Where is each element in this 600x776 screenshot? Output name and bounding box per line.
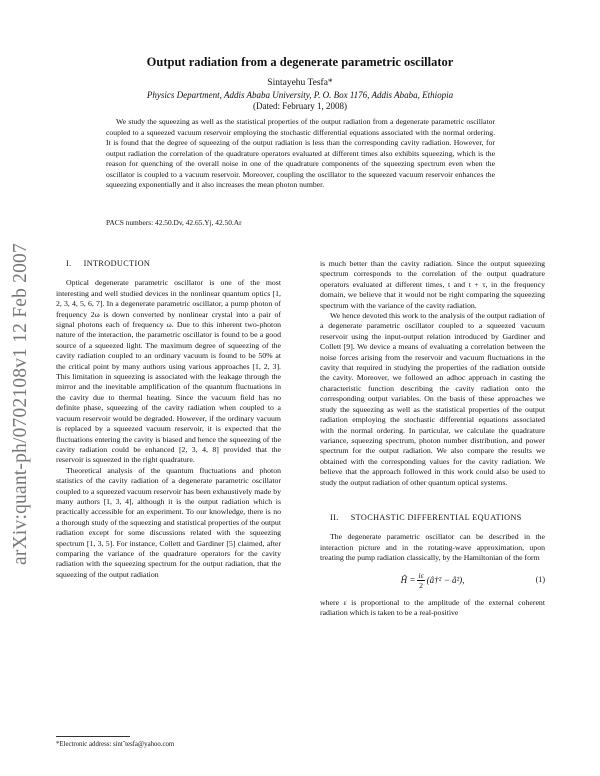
section-title: INTRODUCTION [83,259,151,268]
author-name: Sintayehu Tesfa* [267,78,333,88]
equation-fraction [417,571,424,590]
left-column [56,259,281,580]
section-number: II. [330,512,339,522]
fraction-numerator: iε [418,571,424,581]
footnote: *Electronic address: sint˜tesfa@yahoo.com [56,741,175,748]
paragraph: We hence devoted this work to the analysis of the output radiation of a degenerate parametric oscillator coupled to a squeezed vacuum reservoir using the input-output relation introduced by Gardiner and Collett [9]. We device a means of evaluating a correlation between the noise forces arising from the reservoir and vacuum fluctuations in the cavity that required in studying the properties of the radiation outside the cavity. Moreover, we followed an adhoc approach in casting the characteristic function describing the cavity radiation onto the corresponding output variables. On the basis of these approaches we study the squeezing as well as the statistical properties of the output radiation employing the stochastic differential equations associated with the normal ordering. In particular, we calculate the quadrature variance, squeezing spectrum, photon number distribution, and power spectrum for the output radiation. We also compare the results we obtained with the corresponding values for the cavity radiation. We believe that the approach followed in this work could also be used to study the output radiation of other quantum optical systems. [320,311,545,487]
equation-rhs: (â†² − â²), [426,575,465,586]
section-heading-stochastic [320,513,545,523]
equation-body [401,571,465,590]
paragraph: where ε is proportional to the amplitude of the external coherent radiation which is taken to be a real-positive [320,597,545,617]
date-line: (Dated: February 1, 2008) [253,101,347,111]
equation-lhs: Ĥ = [400,575,416,586]
equation-1 [320,570,545,592]
paper-title: Output radiation from a degenerate parametric oscillator [146,55,454,69]
arxiv-stamp [6,224,36,584]
abstract: We study the squeezing as well as the statistical properties of the output radiation from a degenerate parametric oscillator coupled to a squeezed vacuum reservoir employing the stochastic differential equations associated with the normal ordering. It is found that the degree of squeezing of the output radiation is less than the corresponding cavity radiation. However, for output radiation the correlation of the quadrature operators evaluated at different times also exhibits squeezing, which is the reason for quenching of the overall noise in one of the quadrature components of the squeezing spectrum even when the oscillator is coupled to a vacuum reservoir. Moreover, coupling the oscillator to the squeezed vacuum reservoir enhances the squeezing exponentially and it also increases the mean photon number. [106,117,495,190]
equation-number: (1) [535,575,545,585]
right-column [320,259,545,618]
section-number: I. [66,259,72,268]
footnote-rule [56,736,130,737]
affiliation: Physics Department, Addis Ababa University, P. O. Box 1176, Addis Ababa, Ethiopia [146,90,454,100]
paragraph: is much better than the cavity radiation. Since the output squeezing spectrum corresponds to the correlation of the output quadrature operators evaluated at different times, t and t + τ, in the frequency domain, we believe that it would not be right comparing the squeezing spectrum with the variance of the cavity radiation. [320,259,545,310]
arxiv-stamp-text: arXiv:quant-ph/0702108v1 12 Feb 2007 [10,243,31,565]
section-title: STOCHASTIC DIFFERENTIAL EQUATIONS [350,512,522,522]
paragraph: Optical degenerate parametric oscillator is one of the most interesting and well studied devices in the nonlinear quantum optics [1, 2, 3, 4, 5, 6, 7]. In a degenerate parametric oscillator, a pump photon of frequency 2ω is down converted by nonlinear crystal into a pair of signal photons each of frequency ω. Due to this inherent two-photon nature of the interaction, the parametric oscillator is found to be a good source of a squeezed light. The maximum degree of squeezing of the cavity radiation coupled to an ordinary vacuum is found to be 50% at the critical point by many authors using various approaches [1, 2, 3]. This limitation in squeezing is associated with the leakage through the mirror and the inevitable amplification of the quantum fluctuations in the cavity due to thermal heating. Since the vacuum field has no definite phase, squeezing of the cavity radiation when coupled to a vacuum reservoir would be degraded. However, if the ordinary vacuum is replaced by a squeezed vacuum reservoir, it is expected that the fluctuations entering the cavity is biased and hence the squeezing of the cavity radiation could be enhanced [2, 3, 4, 8] provided that the reservoir is squeezed in the right quadrature. [56,278,281,465]
paragraph: Theoretical analysis of the quantum fluctuations and photon statistics of the cavity radiation of a degenerate parametric oscillator coupled to a squeezed vacuum reservoir has been exhaustively made by many authors [1, 3, 4], although it is the output radiation which is practically accessible for an experiment. To our knowledge, there is no a thorough study of the squeezing and statistical properties of the output radiation except for some discussions related with the squeezing spectrum [1, 3, 5]. For instance, Collett and Gardiner [5] claimed, after comparing the variance of the quadrature operators for the cavity radiation with the squeezing spectrum for the output radiation, that the squeezing of the output radiation [56,465,281,579]
pacs-numbers: PACS numbers: 42.50.Dv, 42.65.Yj, 42.50.Ar [106,218,242,227]
section-heading-introduction [56,259,281,269]
fraction-denominator: 2 [419,581,423,591]
paragraph: The degenerate parametric oscillator can be described in the interaction picture and in the rotating-wave approximation, upon treating the pump radiation classically, by the Hamiltonian of the form [320,532,545,563]
